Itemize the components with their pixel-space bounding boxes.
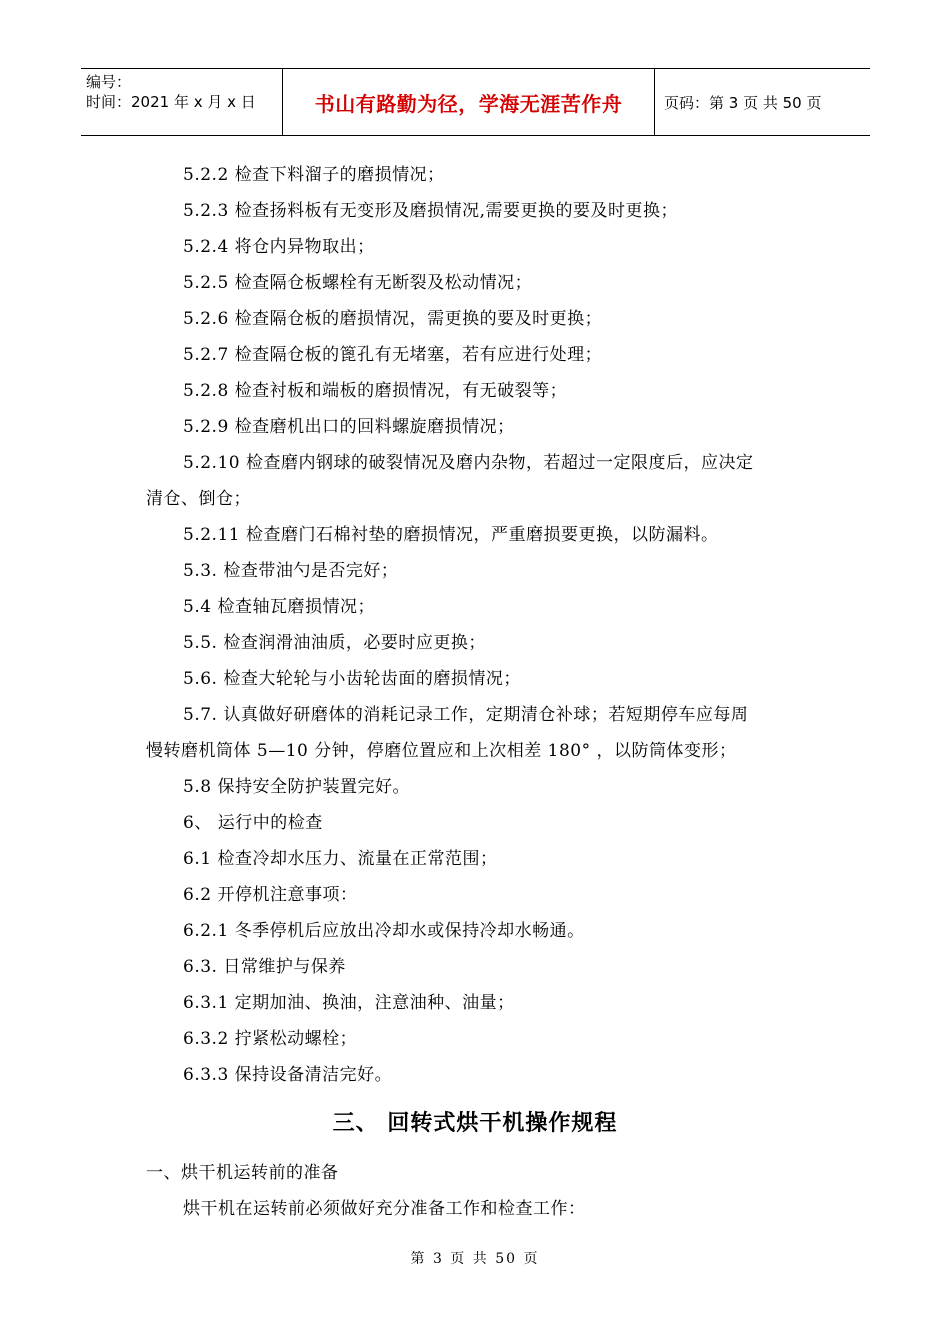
body-line: 5.2.4 将仓内异物取出；	[183, 237, 375, 257]
body-line: 5.2.5 检查隔仓板螺栓有无断裂及松动情况；	[183, 273, 533, 293]
intro-line: 烘干机在运转前必须做好充分准备工作和检查工作：	[183, 1199, 586, 1219]
body-line: 5.8 保持安全防护装置完好。	[183, 777, 410, 797]
header-number-label: 编号：	[86, 73, 132, 91]
body-line: 5.2.3 检查扬料板有无变形及磨损情况,需要更换的要及时更换；	[183, 201, 679, 221]
body-line: 5.4 检查轴瓦磨损情况；	[183, 597, 375, 617]
body-line: 5.2.8 检查衬板和端板的磨损情况，有无破裂等；	[183, 381, 568, 401]
body-line: 5.2.6 检查隔仓板的磨损情况，需更换的要及时更换；	[183, 309, 603, 329]
body-line: 5.6. 检查大轮轮与小齿轮齿面的磨损情况；	[183, 669, 521, 689]
body-line: 5.5. 检查润滑油油质，必要时应更换；	[183, 633, 486, 653]
body-line: 6.2.1 冬季停机后应放出冷却水或保持冷却水畅通。	[183, 921, 585, 941]
header-page-info: 页码：第 3 页 共 50 页	[664, 93, 822, 112]
body-line: 5.2.9 检查磨机出口的回料螺旋磨损情况；	[183, 417, 515, 437]
body-line: 5.2.7 检查隔仓板的篦孔有无堵塞，若有应进行处理；	[183, 345, 603, 365]
page-header	[81, 68, 870, 136]
body-line: 6.3. 日常维护与保养	[183, 957, 346, 977]
body-line: 5.2.2 检查下料溜子的磨损情况；	[183, 165, 445, 185]
header-time-label: 时间：2021 年 x 月 x 日	[86, 93, 256, 111]
header-meta	[81, 69, 282, 135]
body-line: 6、 运行中的检查	[183, 813, 323, 833]
body-line: 6.1 检查冷却水压力、流量在正常范围；	[183, 849, 498, 869]
body-line: 5.2.10 检查磨内钢球的破裂情况及磨内杂物，若超过一定限度后，应决定	[183, 453, 754, 473]
header-motto: 书山有路勤为径，学海无涯苦作舟	[282, 69, 655, 135]
body-line: 清仓、倒仓；	[146, 489, 251, 509]
body-line: 6.3.1 定期加油、换油，注意油种、油量；	[183, 993, 515, 1013]
body-line: 6.3.2 拧紧松动螺栓；	[183, 1029, 358, 1049]
body-line: 5.7. 认真做好研磨体的消耗记录工作，定期清仓补球；若短期停车应每周	[183, 705, 749, 725]
body-line: 5.3. 检查带油勺是否完好；	[183, 561, 399, 581]
body-line: 5.2.11 检查磨门石棉衬垫的磨损情况，严重磨损要更换，以防漏料。	[183, 525, 719, 545]
subheading: 一、烘干机运转前的准备	[146, 1163, 339, 1183]
body-line: 慢转磨机筒体 5—10 分钟，停磨位置应和上次相差 180° ，以防筒体变形；	[146, 741, 737, 761]
body-line: 6.2 开停机注意事项：	[183, 885, 358, 905]
section-title: 三、 回转式烘干机操作规程	[332, 1111, 618, 1136]
body-line: 6.3.3 保持设备清洁完好。	[183, 1065, 393, 1085]
page-footer: 第 3 页 共 50 页	[410, 1251, 540, 1267]
